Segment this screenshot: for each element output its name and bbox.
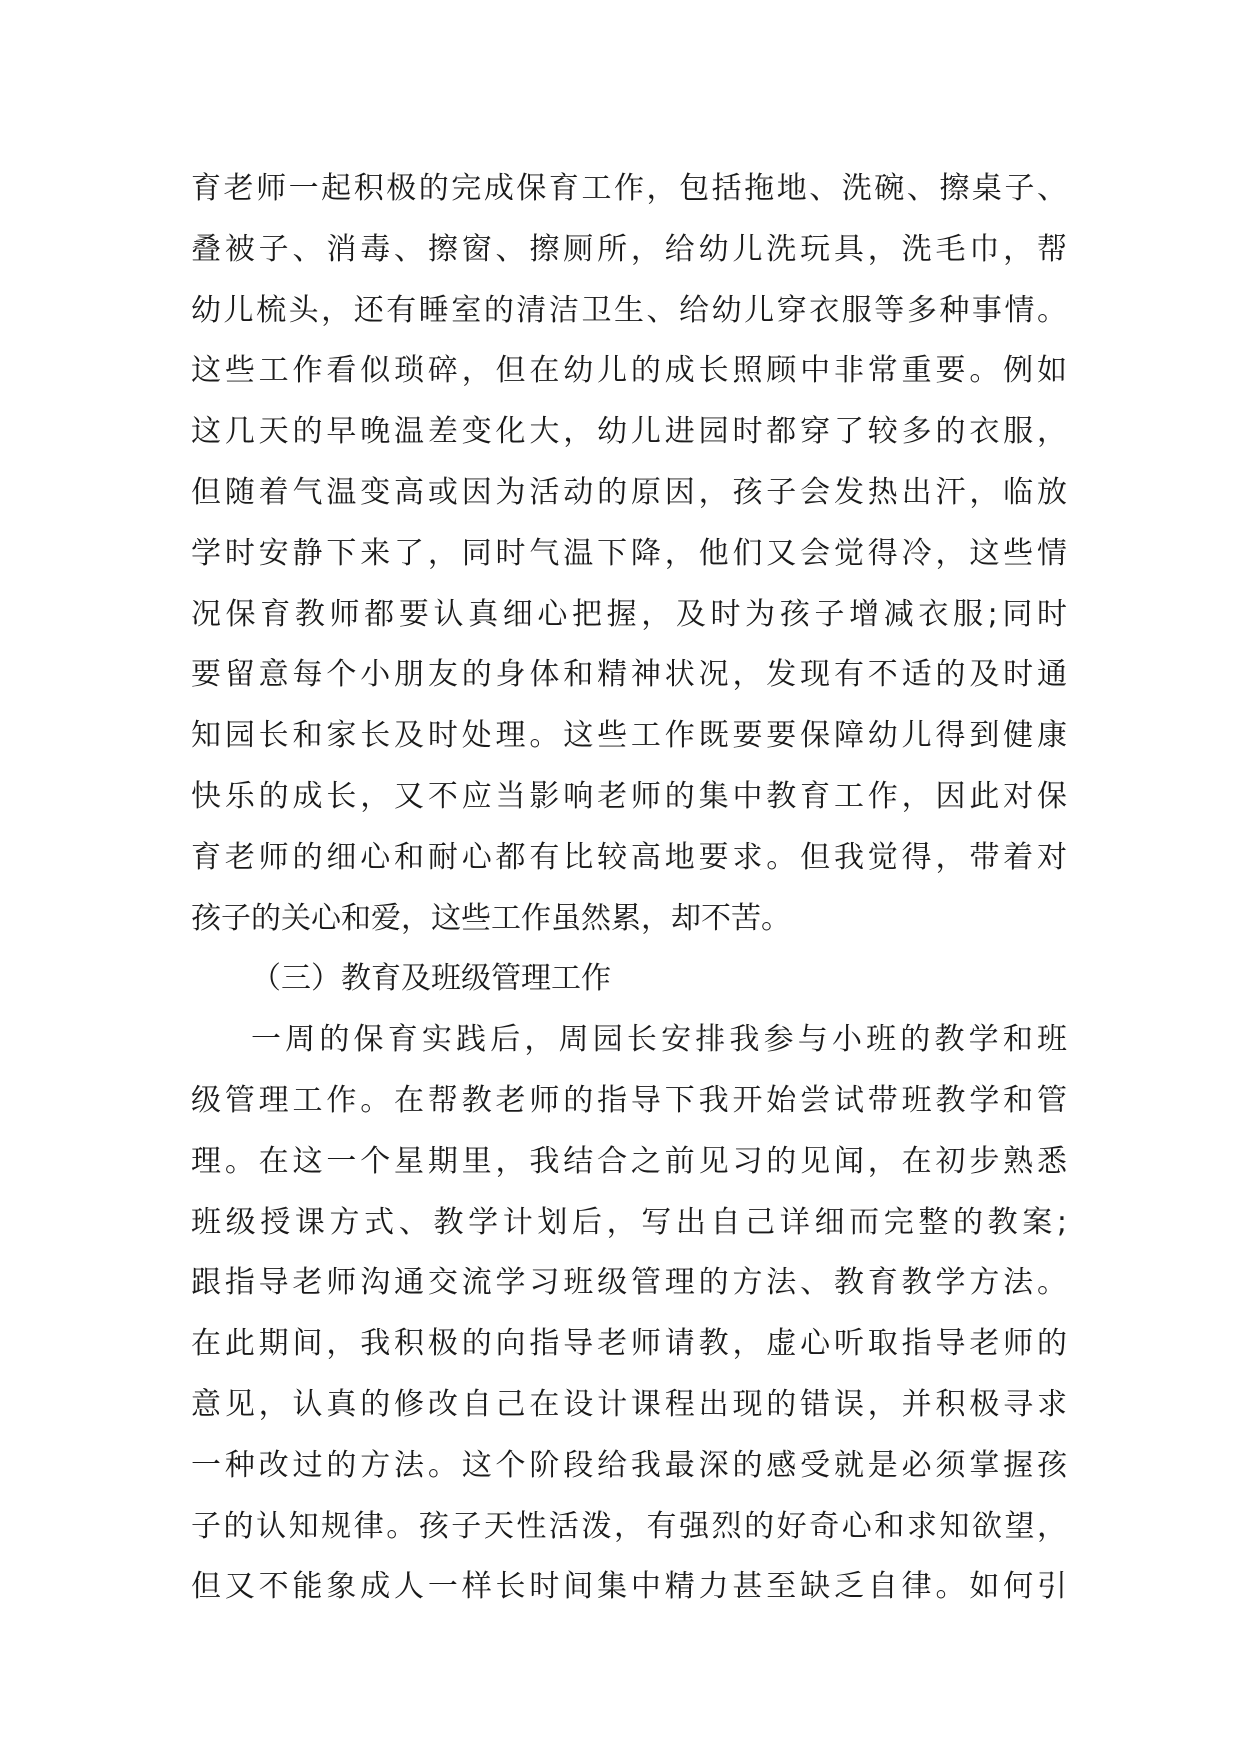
document-body (191, 159, 1067, 1618)
text-line: 但又不能象成人一样长时间集中精力甚至缺乏自律。如何引 (191, 1569, 1067, 1605)
text-line: 一种改过的方法。这个阶段给我最深的感受就是必须掌握孩 (191, 1447, 1067, 1483)
text-line: 知园长和家长及时处理。这些工作既要要保障幼儿得到健康 (191, 718, 1067, 754)
text-line: 叠被子、消毒、擦窗、擦厕所，给幼儿洗玩具，洗毛巾，帮 (191, 231, 1067, 267)
text-line: 学时安静下来了，同时气温下降，他们又会觉得冷，这些情 (191, 535, 1067, 571)
text-line: 但随着气温变高或因为活动的原因，孩子会发热出汗，临放 (191, 474, 1067, 510)
text-line: 级管理工作。在帮教老师的指导下我开始尝试带班教学和管 (191, 1082, 1067, 1118)
text-line: 班级授课方式、教学计划后，写出自己详细而完整的教案; (191, 1204, 1067, 1240)
text-line: 育老师的细心和耐心都有比较高地要求。但我觉得，带着对 (191, 839, 1067, 875)
text-line: 这些工作看似琐碎，但在幼儿的成长照顾中非常重要。例如 (191, 353, 1067, 389)
text-line: 育老师一起积极的完成保育工作，包括拖地、洗碗、擦桌子、 (191, 171, 1067, 206)
text-line: 况保育教师都要认真细心把握，及时为孩子增减衣服;同时 (191, 596, 1067, 632)
text-line: 要留意每个小朋友的身体和精神状况，发现有不适的及时通 (191, 657, 1067, 693)
text-line: 幼儿梳头，还有睡室的清洁卫生、给幼儿穿衣服等多种事情。 (191, 292, 1067, 328)
text-line: 在此期间，我积极的向指导老师请教，虚心听取指导老师的 (191, 1326, 1067, 1362)
text-line: 跟指导老师沟通交流学习班级管理的方法、教育教学方法。 (191, 1265, 1067, 1301)
text-line: 理。在这一个星期里，我结合之前见习的见闻，在初步熟悉 (191, 1143, 1067, 1179)
text-line: 子的认知规律。孩子天性活泼，有强烈的好奇心和求知欲望， (191, 1508, 1067, 1544)
text-line: 意见，认真的修改自己在设计课程出现的错误，并积极寻求 (191, 1386, 1067, 1422)
text-line: 一周的保育实践后，周园长安排我参与小班的教学和班 (251, 1022, 1067, 1058)
text-line: 这几天的早晚温差变化大，幼儿进园时都穿了较多的衣服， (191, 414, 1067, 450)
section-heading: （三）教育及班级管理工作 (251, 961, 611, 997)
text-line: 快乐的成长，又不应当影响老师的集中教育工作，因此对保 (191, 778, 1067, 814)
text-line: 孩子的关心和爱，这些工作虽然累，却不苦。 (191, 900, 791, 936)
